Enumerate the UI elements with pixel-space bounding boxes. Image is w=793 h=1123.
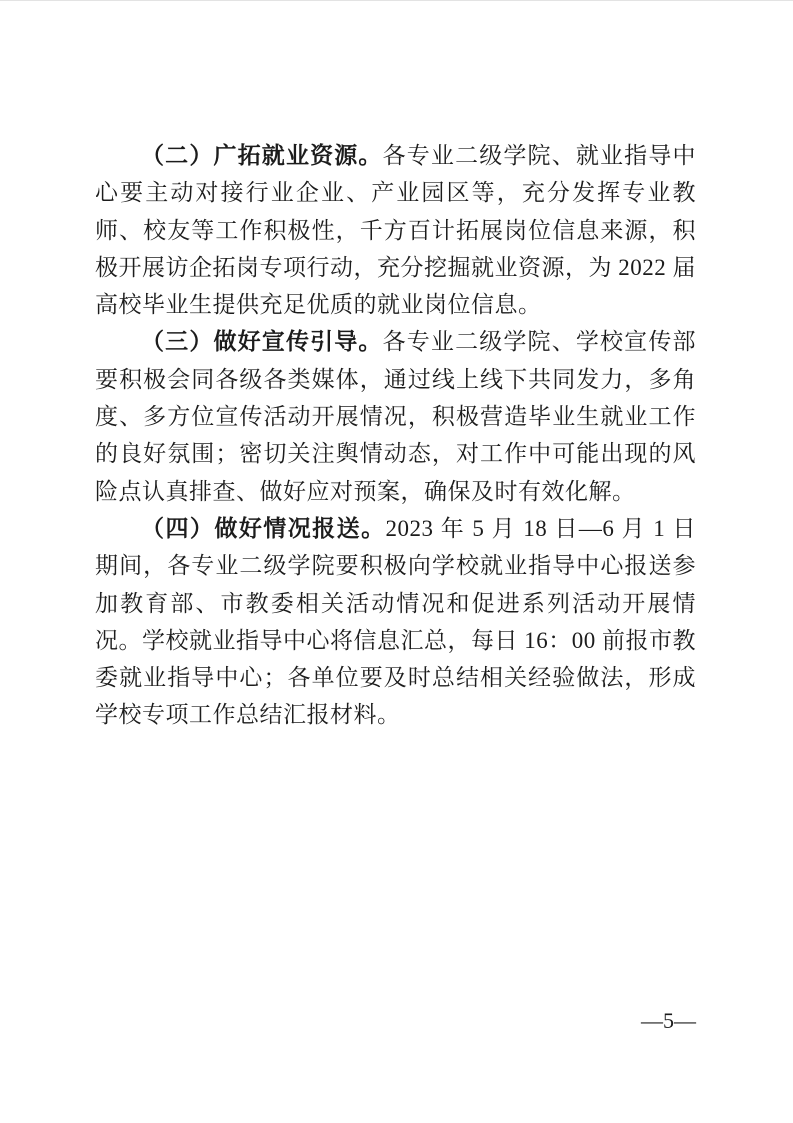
paragraph-section-4 xyxy=(95,510,696,734)
paragraph-section-2-text: 各专业二级学院、就业指导中心要主动对接行业企业、产业园区等，充分发挥专业教师、校友等工作积极性，千方百计拓展岗位信息来源，积极开展访企拓岗专项行动，充分挖掘就业资源，为 2022 届高校毕业生提供充足优质的就业岗位信息。 xyxy=(95,143,697,318)
paragraph-section-2-heading: （二）广拓就业资源。 xyxy=(141,143,383,168)
paragraph-section-4-text: 2023 年 5 月 18 日—6 月 1 日期间，各专业二级学院要积极向学校就业指导中心报送参加教育部、市教委相关活动情况和促进系列活动开展情况。学校就业指导中心将信息汇总，每日 16：00 前报市教委就业指导中心；各单位要及时总结相关经验做法，形成学校专项工作总结汇报材料。 xyxy=(95,515,697,728)
document-body xyxy=(95,137,696,734)
paragraph-section-3-text: 各专业二级学院、学校宣传部要积极会同各级各类媒体，通过线上线下共同发力，多角度、多方位宣传活动开展情况，积极营造毕业生就业工作的良好氛围；密切关注舆情动态，对工作中可能出现的风险点认真排查、做好应对预案，确保及时有效化解。 xyxy=(95,329,697,504)
page-number: —5— xyxy=(641,1008,696,1033)
paragraph-section-4-heading: （四）做好情况报送。 xyxy=(141,515,386,541)
paragraph-section-2 xyxy=(95,137,696,323)
paragraph-section-3-heading: （三）做好宣传引导。 xyxy=(141,329,383,355)
paragraph-section-3 xyxy=(95,323,696,509)
